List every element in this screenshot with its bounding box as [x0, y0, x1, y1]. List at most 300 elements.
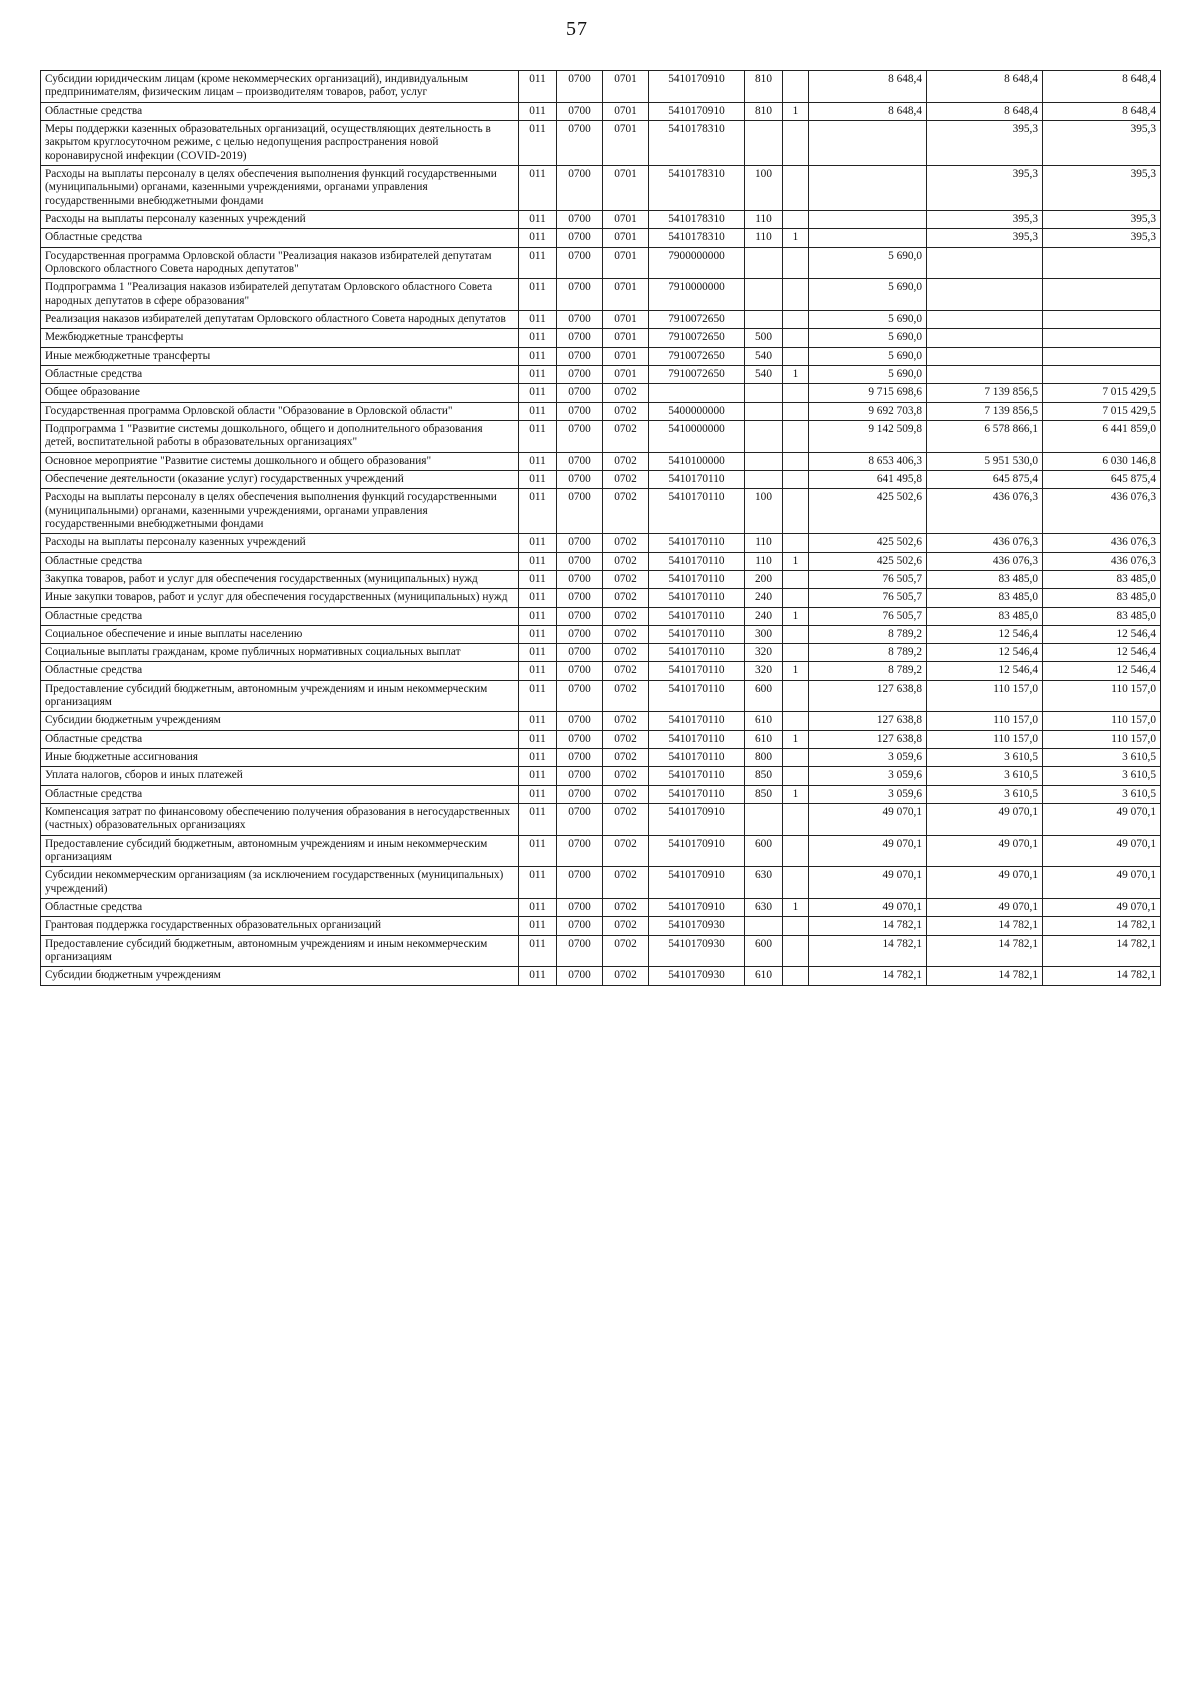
row-sum-1: 3 059,6: [809, 785, 927, 803]
row-sum-2: 49 070,1: [927, 867, 1043, 899]
table-row: [41, 210, 1161, 228]
row-sum-1: 9 692 703,8: [809, 402, 927, 420]
table-row: [41, 625, 1161, 643]
row-sum-3: [1043, 365, 1161, 383]
row-csr: 5410178310: [649, 120, 745, 165]
row-sum-2: [927, 247, 1043, 279]
row-ved: 011: [519, 365, 557, 383]
row-sum-2: [927, 329, 1043, 347]
row-sum-2: [927, 279, 1043, 311]
row-sum-3: 6 441 859,0: [1043, 420, 1161, 452]
row-csr: 5410170910: [649, 71, 745, 103]
row-csr: 5410170110: [649, 730, 745, 748]
row-gr: [783, 279, 809, 311]
row-gr: [783, 71, 809, 103]
row-rz: 0700: [557, 767, 603, 785]
row-sum-1: 425 502,6: [809, 489, 927, 534]
row-gr: [783, 247, 809, 279]
row-sum-2: 83 485,0: [927, 570, 1043, 588]
row-sum-3: 83 485,0: [1043, 589, 1161, 607]
row-vr: 100: [745, 489, 783, 534]
page-number: 57: [566, 18, 588, 40]
row-gr: [783, 420, 809, 452]
row-ved: 011: [519, 712, 557, 730]
row-rz: 0700: [557, 534, 603, 552]
row-sum-1: 127 638,8: [809, 712, 927, 730]
row-sum-2: 14 782,1: [927, 917, 1043, 935]
row-sum-1: 8 648,4: [809, 102, 927, 120]
row-sum-3: 14 782,1: [1043, 967, 1161, 985]
row-name: Подпрограмма 1 "Реализация наказов избирателей депутатам Орловского областного Совета народных депутатов в сфере образования": [41, 279, 519, 311]
row-csr: [649, 384, 745, 402]
row-sum-1: 425 502,6: [809, 552, 927, 570]
row-vr: 110: [745, 534, 783, 552]
row-rz: 0700: [557, 165, 603, 210]
row-sum-1: 76 505,7: [809, 570, 927, 588]
row-rz: 0700: [557, 402, 603, 420]
row-csr: 5410170110: [649, 552, 745, 570]
row-sum-3: 3 610,5: [1043, 767, 1161, 785]
row-pr: 0702: [603, 767, 649, 785]
table-row: [41, 489, 1161, 534]
row-vr: [745, 279, 783, 311]
row-pr: 0702: [603, 967, 649, 985]
row-rz: 0700: [557, 662, 603, 680]
table-row: [41, 730, 1161, 748]
row-name: Закупка товаров, работ и услуг для обеспечения государственных (муниципальных) нужд: [41, 570, 519, 588]
row-name: Субсидии бюджетным учреждениям: [41, 712, 519, 730]
row-sum-1: 14 782,1: [809, 967, 927, 985]
row-name: Уплата налогов, сборов и иных платежей: [41, 767, 519, 785]
table-row: [41, 102, 1161, 120]
table-row: [41, 917, 1161, 935]
row-pr: 0702: [603, 470, 649, 488]
row-pr: 0702: [603, 489, 649, 534]
row-vr: 240: [745, 589, 783, 607]
row-sum-2: 83 485,0: [927, 589, 1043, 607]
row-vr: 630: [745, 867, 783, 899]
row-name: Субсидии бюджетным учреждениям: [41, 967, 519, 985]
row-name: Социальное обеспечение и иные выплаты населению: [41, 625, 519, 643]
table-row: [41, 470, 1161, 488]
row-vr: 810: [745, 71, 783, 103]
row-vr: 600: [745, 835, 783, 867]
row-sum-3: 49 070,1: [1043, 804, 1161, 836]
row-sum-2: 49 070,1: [927, 835, 1043, 867]
row-ved: 011: [519, 420, 557, 452]
row-sum-1: 3 059,6: [809, 749, 927, 767]
row-sum-2: [927, 347, 1043, 365]
row-name: Подпрограмма 1 "Развитие системы дошкольного, общего и дополнительного образования детей, воспитательной работы в образовательных организациях": [41, 420, 519, 452]
row-csr: 5410170110: [649, 625, 745, 643]
row-pr: 0702: [603, 662, 649, 680]
row-gr: [783, 917, 809, 935]
row-vr: 610: [745, 967, 783, 985]
row-pr: 0702: [603, 749, 649, 767]
row-csr: 5400000000: [649, 402, 745, 420]
row-sum-1: 14 782,1: [809, 935, 927, 967]
row-sum-3: 12 546,4: [1043, 625, 1161, 643]
row-vr: 540: [745, 365, 783, 383]
row-ved: 011: [519, 967, 557, 985]
row-gr: [783, 347, 809, 365]
row-vr: 240: [745, 607, 783, 625]
row-gr: 1: [783, 552, 809, 570]
row-csr: 5410170110: [649, 607, 745, 625]
row-ved: 011: [519, 347, 557, 365]
row-sum-1: 49 070,1: [809, 835, 927, 867]
row-name: Областные средства: [41, 785, 519, 803]
row-gr: [783, 804, 809, 836]
row-sum-3: 83 485,0: [1043, 607, 1161, 625]
row-vr: 110: [745, 552, 783, 570]
table-row: [41, 712, 1161, 730]
table-row: [41, 967, 1161, 985]
row-pr: 0702: [603, 785, 649, 803]
row-vr: 110: [745, 210, 783, 228]
row-sum-3: 49 070,1: [1043, 867, 1161, 899]
row-ved: 011: [519, 917, 557, 935]
row-pr: 0702: [603, 402, 649, 420]
row-rz: 0700: [557, 552, 603, 570]
row-sum-2: 7 139 856,5: [927, 402, 1043, 420]
budget-table: [40, 70, 1161, 986]
row-sum-2: 7 139 856,5: [927, 384, 1043, 402]
row-sum-1: 127 638,8: [809, 730, 927, 748]
row-gr: 1: [783, 730, 809, 748]
table-row: [41, 71, 1161, 103]
row-ved: 011: [519, 452, 557, 470]
row-vr: [745, 402, 783, 420]
row-sum-1: 8 789,2: [809, 625, 927, 643]
row-sum-1: 5 690,0: [809, 247, 927, 279]
row-rz: 0700: [557, 310, 603, 328]
row-sum-3: 110 157,0: [1043, 712, 1161, 730]
row-sum-3: 12 546,4: [1043, 662, 1161, 680]
table-row: [41, 644, 1161, 662]
row-ved: 011: [519, 662, 557, 680]
table-row: [41, 365, 1161, 383]
row-gr: 1: [783, 229, 809, 247]
row-name: Предоставление субсидий бюджетным, автономным учреждениям и иным некоммерческим организациям: [41, 680, 519, 712]
row-ved: 011: [519, 102, 557, 120]
row-sum-1: 5 690,0: [809, 329, 927, 347]
row-sum-3: 436 076,3: [1043, 552, 1161, 570]
row-vr: 850: [745, 785, 783, 803]
row-ved: 011: [519, 279, 557, 311]
row-sum-2: 5 951 530,0: [927, 452, 1043, 470]
row-sum-2: 49 070,1: [927, 899, 1043, 917]
row-sum-2: 3 610,5: [927, 785, 1043, 803]
row-pr: 0701: [603, 120, 649, 165]
row-sum-3: 3 610,5: [1043, 785, 1161, 803]
table-row: [41, 767, 1161, 785]
row-sum-2: 110 157,0: [927, 712, 1043, 730]
row-sum-1: [809, 165, 927, 210]
row-vr: [745, 917, 783, 935]
row-gr: [783, 625, 809, 643]
row-gr: [783, 489, 809, 534]
row-gr: 1: [783, 607, 809, 625]
row-rz: 0700: [557, 420, 603, 452]
row-pr: 0702: [603, 384, 649, 402]
row-ved: 011: [519, 402, 557, 420]
row-ved: 011: [519, 489, 557, 534]
row-gr: 1: [783, 365, 809, 383]
row-gr: 1: [783, 785, 809, 803]
row-pr: 0701: [603, 279, 649, 311]
row-sum-3: 395,3: [1043, 210, 1161, 228]
row-sum-1: 49 070,1: [809, 867, 927, 899]
row-pr: 0702: [603, 804, 649, 836]
row-sum-1: [809, 210, 927, 228]
table-row: [41, 935, 1161, 967]
row-sum-3: 8 648,4: [1043, 102, 1161, 120]
row-name: Основное мероприятие "Развитие системы дошкольного и общего образования": [41, 452, 519, 470]
row-name: Областные средства: [41, 229, 519, 247]
row-pr: 0702: [603, 625, 649, 643]
table-row: [41, 420, 1161, 452]
row-ved: 011: [519, 71, 557, 103]
row-vr: 300: [745, 625, 783, 643]
row-csr: 5410170110: [649, 489, 745, 534]
row-pr: 0701: [603, 71, 649, 103]
row-sum-2: 436 076,3: [927, 489, 1043, 534]
row-sum-3: 7 015 429,5: [1043, 402, 1161, 420]
row-pr: 0702: [603, 899, 649, 917]
row-name: Иные межбюджетные трансферты: [41, 347, 519, 365]
row-pr: 0701: [603, 247, 649, 279]
row-sum-3: 436 076,3: [1043, 489, 1161, 534]
row-rz: 0700: [557, 452, 603, 470]
row-ved: 011: [519, 785, 557, 803]
row-ved: 011: [519, 310, 557, 328]
row-pr: 0702: [603, 712, 649, 730]
row-csr: 5410170910: [649, 102, 745, 120]
row-vr: 630: [745, 899, 783, 917]
row-csr: 5410170110: [649, 589, 745, 607]
row-vr: [745, 247, 783, 279]
row-rz: 0700: [557, 247, 603, 279]
row-ved: 011: [519, 229, 557, 247]
row-csr: 7910000000: [649, 279, 745, 311]
row-gr: [783, 470, 809, 488]
row-rz: 0700: [557, 607, 603, 625]
row-sum-1: 9 142 509,8: [809, 420, 927, 452]
row-name: Областные средства: [41, 102, 519, 120]
row-gr: [783, 570, 809, 588]
row-gr: [783, 967, 809, 985]
row-sum-2: 49 070,1: [927, 804, 1043, 836]
row-sum-3: 7 015 429,5: [1043, 384, 1161, 402]
row-gr: [783, 712, 809, 730]
row-pr: 0702: [603, 420, 649, 452]
row-name: Предоставление субсидий бюджетным, автономным учреждениям и иным некоммерческим организациям: [41, 835, 519, 867]
row-rz: 0700: [557, 712, 603, 730]
row-ved: 011: [519, 835, 557, 867]
row-csr: 5410000000: [649, 420, 745, 452]
row-sum-2: 436 076,3: [927, 534, 1043, 552]
row-rz: 0700: [557, 867, 603, 899]
row-vr: 850: [745, 767, 783, 785]
row-csr: 7910072650: [649, 310, 745, 328]
budget-table-body: [41, 71, 1161, 986]
row-csr: 5410170110: [649, 767, 745, 785]
row-sum-2: [927, 365, 1043, 383]
row-rz: 0700: [557, 917, 603, 935]
row-gr: [783, 452, 809, 470]
row-pr: 0701: [603, 165, 649, 210]
row-ved: 011: [519, 552, 557, 570]
row-sum-3: 645 875,4: [1043, 470, 1161, 488]
row-pr: 0701: [603, 210, 649, 228]
table-row: [41, 607, 1161, 625]
row-vr: 100: [745, 165, 783, 210]
row-csr: 5410178310: [649, 229, 745, 247]
row-ved: 011: [519, 384, 557, 402]
row-csr: 5410170110: [649, 785, 745, 803]
row-sum-3: 49 070,1: [1043, 835, 1161, 867]
row-pr: 0701: [603, 347, 649, 365]
row-sum-2: 12 546,4: [927, 625, 1043, 643]
row-gr: 1: [783, 662, 809, 680]
table-row: [41, 570, 1161, 588]
row-rz: 0700: [557, 749, 603, 767]
row-csr: 7910072650: [649, 347, 745, 365]
row-sum-1: 5 690,0: [809, 310, 927, 328]
row-name: Меры поддержки казенных образовательных организаций, осуществляющих деятельность в закрытом круглосуточном режиме, с целью недопущения распространения новой коронавирусной инфекции (COVID-2019): [41, 120, 519, 165]
table-row: [41, 835, 1161, 867]
row-pr: 0701: [603, 365, 649, 383]
row-sum-3: [1043, 347, 1161, 365]
row-rz: 0700: [557, 589, 603, 607]
row-rz: 0700: [557, 835, 603, 867]
row-sum-1: 8 789,2: [809, 662, 927, 680]
row-sum-2: 8 648,4: [927, 102, 1043, 120]
row-vr: [745, 310, 783, 328]
row-sum-2: 110 157,0: [927, 730, 1043, 748]
row-gr: [783, 589, 809, 607]
row-pr: 0702: [603, 607, 649, 625]
row-pr: 0702: [603, 867, 649, 899]
row-sum-3: 110 157,0: [1043, 680, 1161, 712]
row-name: Областные средства: [41, 552, 519, 570]
row-ved: 011: [519, 730, 557, 748]
row-rz: 0700: [557, 967, 603, 985]
row-name: Расходы на выплаты персоналу в целях обеспечения выполнения функций государственными (муниципальными) органами, казенными учреждениями, органами управления государственными внебюджетными фондами: [41, 489, 519, 534]
row-vr: 600: [745, 935, 783, 967]
row-csr: 5410170910: [649, 899, 745, 917]
table-row: [41, 329, 1161, 347]
row-sum-1: 5 690,0: [809, 347, 927, 365]
row-sum-1: 5 690,0: [809, 365, 927, 383]
row-sum-3: [1043, 247, 1161, 279]
row-ved: 011: [519, 570, 557, 588]
row-sum-1: 8 789,2: [809, 644, 927, 662]
row-name: Государственная программа Орловской области "Реализация наказов избирателей депутатам Орловского областного Совета народных депутатов": [41, 247, 519, 279]
row-vr: [745, 452, 783, 470]
row-sum-3: [1043, 329, 1161, 347]
row-sum-1: [809, 120, 927, 165]
row-gr: [783, 680, 809, 712]
row-rz: 0700: [557, 279, 603, 311]
row-sum-2: 436 076,3: [927, 552, 1043, 570]
row-sum-3: 110 157,0: [1043, 730, 1161, 748]
row-rz: 0700: [557, 329, 603, 347]
row-sum-3: 395,3: [1043, 229, 1161, 247]
row-csr: 5410170910: [649, 867, 745, 899]
row-pr: 0702: [603, 835, 649, 867]
row-sum-3: 6 030 146,8: [1043, 452, 1161, 470]
row-name: Предоставление субсидий бюджетным, автономным учреждениям и иным некоммерческим организациям: [41, 935, 519, 967]
row-sum-2: 110 157,0: [927, 680, 1043, 712]
row-vr: [745, 384, 783, 402]
row-sum-1: 76 505,7: [809, 607, 927, 625]
row-rz: 0700: [557, 935, 603, 967]
row-csr: 5410170110: [649, 534, 745, 552]
row-sum-1: 49 070,1: [809, 899, 927, 917]
row-sum-3: 49 070,1: [1043, 899, 1161, 917]
row-sum-1: 641 495,8: [809, 470, 927, 488]
row-name: Компенсация затрат по финансовому обеспечению получения образования в негосударственных (частных) образовательных организациях: [41, 804, 519, 836]
row-vr: 810: [745, 102, 783, 120]
row-vr: 610: [745, 730, 783, 748]
table-row: [41, 310, 1161, 328]
row-name: Иные бюджетные ассигнования: [41, 749, 519, 767]
row-rz: 0700: [557, 489, 603, 534]
row-gr: [783, 210, 809, 228]
table-row: [41, 662, 1161, 680]
row-rz: 0700: [557, 71, 603, 103]
row-pr: 0702: [603, 917, 649, 935]
row-csr: 5410170930: [649, 935, 745, 967]
row-vr: [745, 470, 783, 488]
table-row: [41, 229, 1161, 247]
table-row: [41, 347, 1161, 365]
table-row: [41, 534, 1161, 552]
row-rz: 0700: [557, 347, 603, 365]
row-ved: 011: [519, 470, 557, 488]
budget-sheet: [40, 70, 1160, 986]
row-rz: 0700: [557, 730, 603, 748]
table-row: [41, 402, 1161, 420]
row-ved: 011: [519, 165, 557, 210]
row-csr: 5410170110: [649, 680, 745, 712]
row-name: Областные средства: [41, 730, 519, 748]
row-csr: 5410178310: [649, 210, 745, 228]
table-row: [41, 384, 1161, 402]
row-gr: [783, 310, 809, 328]
row-csr: 5410170110: [649, 470, 745, 488]
row-sum-3: 14 782,1: [1043, 917, 1161, 935]
row-sum-2: 8 648,4: [927, 71, 1043, 103]
row-name: Субсидии юридическим лицам (кроме некоммерческих организаций), индивидуальным предпринимателям, физическим лицам – производителям товаров, работ, услуг: [41, 71, 519, 103]
row-gr: [783, 644, 809, 662]
row-name: Социальные выплаты гражданам, кроме публичных нормативных социальных выплат: [41, 644, 519, 662]
row-vr: 200: [745, 570, 783, 588]
row-gr: [783, 384, 809, 402]
row-csr: 5410170110: [649, 662, 745, 680]
row-vr: 800: [745, 749, 783, 767]
row-gr: [783, 835, 809, 867]
row-csr: 5410100000: [649, 452, 745, 470]
row-name: Реализация наказов избирателей депутатам Орловского областного Совета народных депутатов: [41, 310, 519, 328]
row-name: Областные средства: [41, 662, 519, 680]
row-csr: 5410170110: [649, 644, 745, 662]
row-gr: [783, 120, 809, 165]
row-gr: 1: [783, 102, 809, 120]
row-gr: [783, 867, 809, 899]
